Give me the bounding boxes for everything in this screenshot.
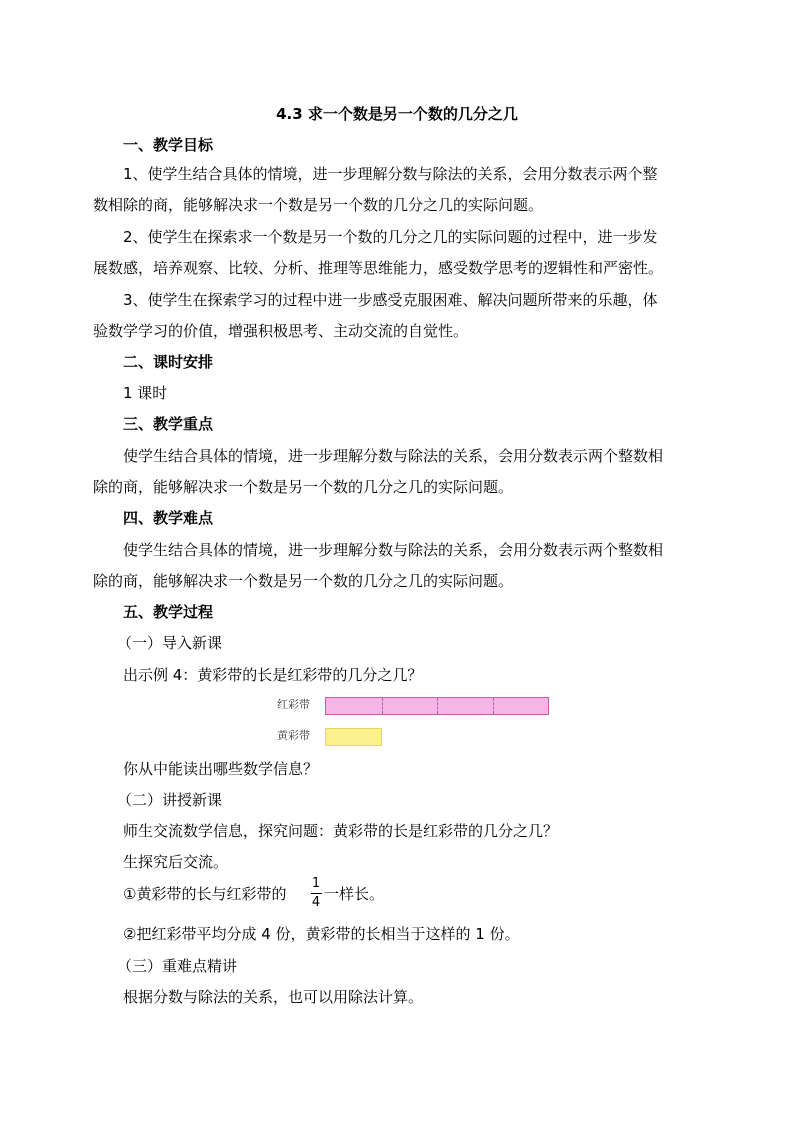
- section-heading-process: 五、教学过程: [123, 603, 214, 621]
- item-2: ②把红彩带平均分成 4 份，黄彩带的长相当于这样的 1 份。: [123, 925, 520, 943]
- red-ribbon: [325, 697, 549, 715]
- item-1-suffix: 一样长。: [324, 885, 385, 903]
- subsection-intro: （一）导入新课: [117, 634, 223, 652]
- schedule-text: 1 课时: [123, 384, 168, 402]
- red-ribbon-division-line: [437, 698, 438, 714]
- section-heading-difficulties: 四、教学难点: [123, 509, 214, 527]
- exchange-line: 师生交流数学信息，探究问题：黄彩带的长是红彩带的几分之几？: [123, 822, 559, 840]
- yellow-ribbon: [325, 728, 382, 746]
- yellow-ribbon-label: 黄彩带: [277, 729, 310, 742]
- goal-3-line-1: 3、使学生在探索学习的过程中进一步感受克服困难、解决问题所带来的乐趣，体: [123, 291, 658, 309]
- fraction-denominator: 4: [311, 895, 321, 910]
- goal-2-line-2: 展数感，培养观察、比较、分析、推理等思维能力，感受数学思考的逻辑性和严密性。: [93, 259, 664, 277]
- goal-1-line-1: 1、使学生结合具体的情境，进一步理解分数与除法的关系，会用分数表示两个整: [123, 165, 658, 183]
- fraction-numerator: 1: [311, 876, 321, 891]
- section-heading-key-points: 三、教学重点: [123, 415, 214, 433]
- explore-line: 生探究后交流。: [123, 853, 229, 871]
- question-info: 你从中能读出哪些数学信息？: [123, 760, 319, 778]
- red-ribbon-division-line: [382, 698, 383, 714]
- example-4-prompt: 出示例 4：黄彩带的长是红彩带的几分之几？: [123, 666, 423, 684]
- key-points-line-1: 使学生结合具体的情境，进一步理解分数与除法的关系，会用分数表示两个整数相: [123, 447, 664, 465]
- goal-1-line-2: 数相除的商，能够解决求一个数是另一个数的几分之几的实际问题。: [93, 196, 544, 214]
- key-points-line-2: 除的商，能够解决求一个数是另一个数的几分之几的实际问题。: [93, 478, 514, 496]
- last-line: 根据分数与除法的关系，也可以用除法计算。: [123, 988, 424, 1006]
- subsection-new-lesson: （二）讲授新课: [117, 791, 223, 809]
- red-ribbon-label: 红彩带: [277, 698, 310, 711]
- document-title: 4.3 求一个数是另一个数的几分之几: [276, 105, 518, 123]
- fraction-bar: [311, 893, 322, 894]
- subsection-key-explanation: （三）重难点精讲: [117, 957, 238, 975]
- item-1-prefix: ①黄彩带的长与红彩带的: [123, 885, 287, 903]
- goal-3-line-2: 验数学学习的价值，增强积极思考、主动交流的自觉性。: [93, 322, 469, 340]
- difficulties-line-2: 除的商，能够解决求一个数是另一个数的几分之几的实际问题。: [93, 572, 514, 590]
- goal-2-line-1: 2、使学生在探索求一个数是另一个数的几分之几的实际问题的过程中，进一步发: [123, 228, 658, 246]
- red-ribbon-division-line: [493, 698, 494, 714]
- section-heading-schedule: 二、课时安排: [123, 353, 214, 371]
- difficulties-line-1: 使学生结合具体的情境，进一步理解分数与除法的关系，会用分数表示两个整数相: [123, 541, 664, 559]
- section-heading-goals: 一、教学目标: [123, 136, 214, 154]
